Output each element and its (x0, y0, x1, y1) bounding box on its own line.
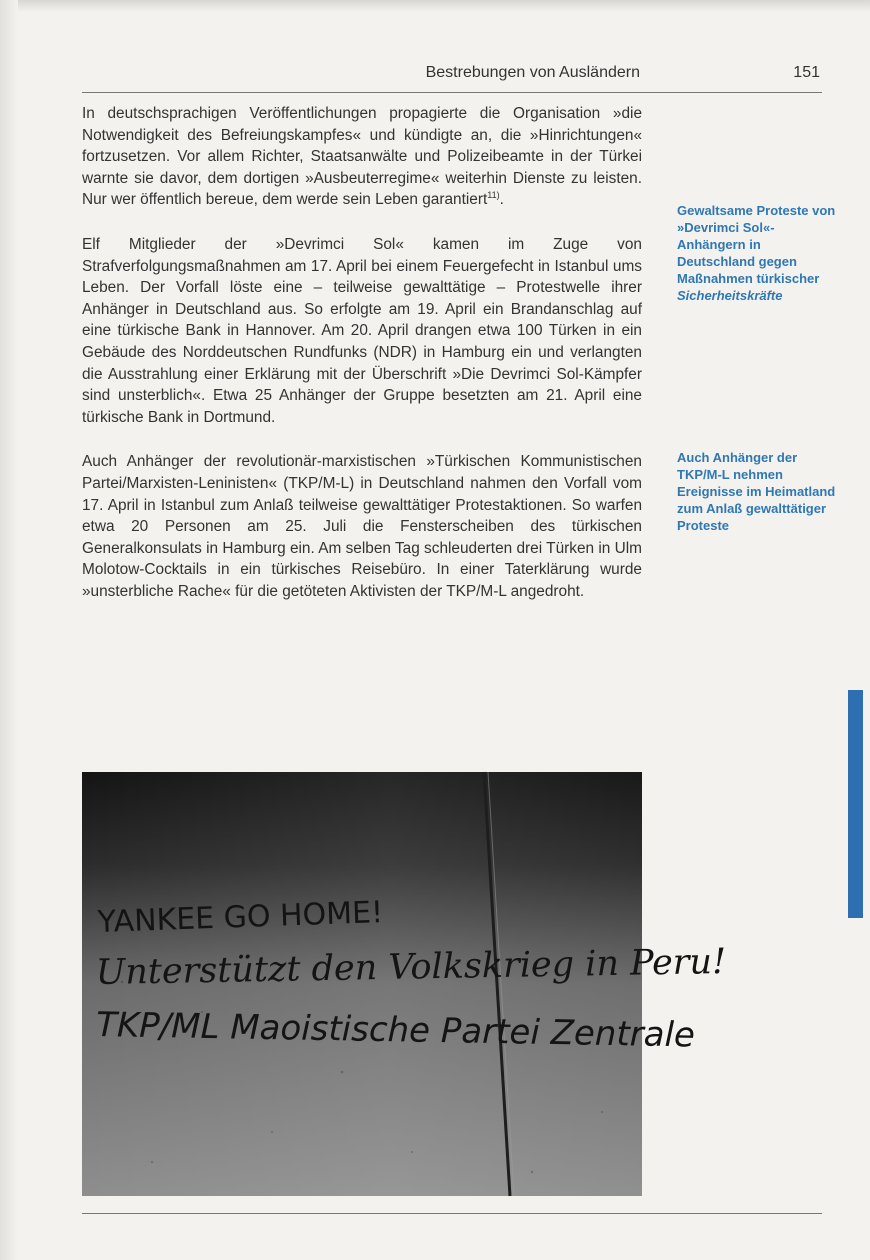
margin-note-1-text: Gewaltsame Proteste von »Devrimci Sol«-Anhängern in Deutschland gegen Maßnahmen türkischer (677, 203, 836, 286)
body-text-column (82, 103, 642, 625)
footer-rule (82, 1213, 822, 1214)
graffiti-photo-image (82, 772, 727, 1196)
graffiti-line-3: TKP/ML Maoistische Partei Zentrale (95, 1005, 696, 1056)
header-rule (82, 92, 822, 93)
margin-note-devrimci-sol (677, 202, 837, 304)
paragraph-2: Elf Mitglieder der »Devrimci Sol« kamen im Zuge von Strafverfolgungsmaßnahmen am 17. April bei einem Feuergefecht in Istanbul ums Leben. Der Vorfall löste eine – teilweise gewalttätige – Protestwelle ihrer Anhänger in Deutschland aus. So erfolgte am 19. April ein Brandanschlag auf eine türkische Bank in Hannover. Am 20. April drangen etwa 100 Türken in ein Gebäude des Norddeutschen Rundfunks (NDR) in Hamburg ein und verlangten die Ausstrahlung einer Erklärung mit der Überschrift »Die Devrimci Sol-Kämpfer sind unsterblich«. Etwa 25 Anhänger der Gruppe besetzten am 21. April eine türkische Bank in Dortmund. (82, 235, 642, 426)
page-left-shading (0, 0, 18, 1260)
footnote-marker[interactable]: 11) (487, 190, 500, 201)
margin-note-1-italic: Sicherheitskräfte (677, 288, 783, 303)
paragraph-1: In deutschsprachigen Veröffentlichungen propagierte die Organisation »die Notwendigkeit des Befreiungskampfes« und kündigte an, die »Hinrichtungen« fortzusetzen. Vor allem Richter, Staatsanwälte und Polizeibeamte in der Türkei warnte sie davor, dem dortigen »Ausbeuterregime« weiterhin Dienste zu leisten. Nur wer öffentlich bereue, dem werde sein Leben garantiert$^{11)}$. (82, 105, 642, 209)
chapter-tab-marker (848, 690, 863, 918)
graffiti-line-2: Unterstützt den Volkskrieg in Peru! (95, 942, 727, 993)
graffiti-photo (82, 772, 727, 1196)
margin-note-tkp-ml: Auch Anhänger der TKP/M-L nehmen Ereignisse im Heimatland zum Anlaß gewalttätiger Proteste (677, 450, 836, 533)
page-top-shading (0, 0, 870, 12)
paragraph-1-text: In deutschsprachigen Veröffentlichungen propagierte die Organisation »die Notwendigkeit des Befreiungskampfes« und kündigte an, die »Hinrichtungen« fortzusetzen. Vor allem Richter, Staatsanwälte und Polizeibeamte in der Türkei warnte sie davor, dem dortigen »Ausbeuterregime« weiterhin Dienste zu leisten. Nur wer öffentlich bereue, dem werde sein Leben garantiert (82, 105, 642, 209)
graffiti-line-1: YANKEE GO HOME! (97, 895, 384, 940)
page-number: 151 (793, 64, 820, 81)
paragraph-3: Auch Anhänger der revolutionär-marxistischen »Türkischen Kommunistischen Partei/Marxisten-Leninisten« (TKP/M-L) in Deutschland nahmen den Vorfall vom 17. April in Istanbul zum Anlaß teilweise gewalttätiger Protestaktionen. So warfen etwa 20 Personen am 25. Juli die Fensterscheiben des türkischen Generalkonsulats in Hamburg ein. Am selben Tag schleuderten drei Türken in Ulm Molotow-Cocktails in ein türkisches Reisebüro. In einer Taterklärung wurde »unsterbliche Rache« für die getöteten Aktivisten der TKP/M-L angedroht. (82, 453, 642, 600)
running-title: Bestrebungen von Ausländern (425, 64, 640, 81)
